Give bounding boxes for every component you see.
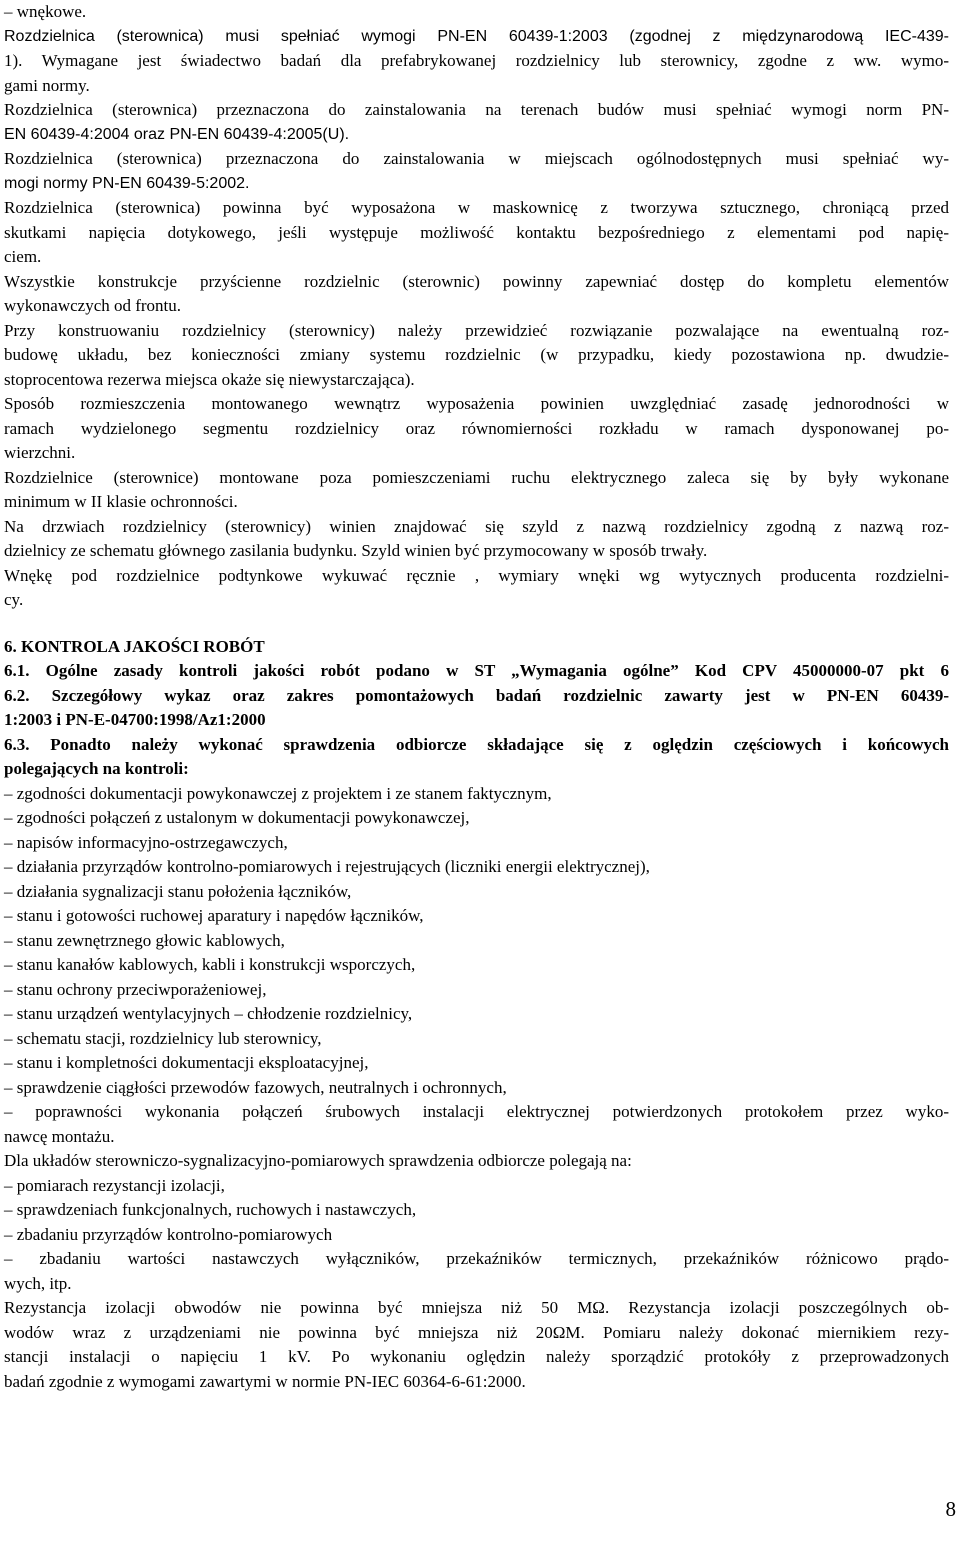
paragraph-line: EN 60439-4:2004 oraz PN-EN 60439-4:2005(U). (4, 125, 350, 143)
paragraph-line: Wnękę pod rozdzielnice podtynkowe wykuwać ręcznie , wymiary wnęki wg wytycznych producenta rozdzielni- (4, 565, 949, 585)
checklist-line: wodów wraz z urządzeniami nie powinna być mniejsza niż 20ΩM. Pomiaru należy dokonać miernikiem rezy- (4, 1322, 949, 1342)
paragraph-line: 1). Wymagane jest świadectwo badań dla prefabrykowanej rozdzielnicy lub sterownicy, zgodne z ww. wymo- (4, 51, 949, 70)
subsection-line: 1:2003 i PN-E-04700:1998/Az1:2000 (4, 710, 266, 729)
checklist-line: – działania sygnalizacji stanu położenia łączników, (4, 881, 352, 901)
paragraph-line: Rozdzielnica (sterownica) przeznaczona do zainstalowania na terenach budów musi spełniać wymogi norm PN- (4, 100, 949, 119)
paragraph-line: dzielnicy ze schematu głównego zasilania budynku. Szyld winien być przymocowany w sposób trwały. (4, 541, 708, 560)
paragraph-line: budowę układu, bez konieczności zmiany systemu rozdzielnic (w przypadku, kiedy pozostawiona np. dwudzie- (4, 345, 949, 364)
checklist-line: – napisów informacyjno-ostrzegawczych, (4, 832, 288, 852)
paragraph-line: cy. (4, 590, 24, 609)
paragraph-line: minimum w II klasie ochronności. (4, 492, 238, 511)
checklist-line: Dla układów sterowniczo-sygnalizacyjno-pomiarowych sprawdzenia odbiorcze polegają na: (4, 1151, 632, 1170)
paragraph-line: gami normy. (4, 75, 90, 95)
paragraph-line: Rozdzielnica (sterownica) musi spełniać wymogi PN-EN 60439-1:2003 (zgodnej z międzynarodową IEC-439- (4, 27, 949, 45)
checklist-line: – stanu zewnętrznego głowic kablowych, (4, 930, 285, 950)
checklist-line: – stanu i gotowości ruchowej aparatury i napędów łączników, (4, 906, 424, 925)
paragraph-line: mogi normy PN-EN 60439-5:2002. (4, 174, 250, 192)
inspection-checklist (4, 782, 949, 1395)
checklist-line: – stanu i kompletności dokumentacji eksploatacyjnej, (4, 1053, 369, 1072)
subsection-line: polegających na kontroli: (4, 759, 189, 778)
paragraph-line: wierzchni. (4, 443, 76, 462)
paragraph-line: stoprocentowa rezerwa miejsca okaże się niewystarczająca). (4, 369, 415, 389)
subsection-line: 6.2. Szczegółowy wykaz oraz zakres pomontażowych badań rozdzielnic zawarty jest w PN-EN 60439- (4, 685, 949, 705)
checklist-line: – zbadaniu przyrządów kontrolno-pomiarowych (4, 1224, 333, 1244)
checklist-line: – sprawdzeniach funkcjonalnych, ruchowych i nastawczych, (4, 1200, 417, 1219)
checklist-line: – zgodności połączeń z ustalonym w dokumentacji powykonawczej, (4, 808, 470, 827)
checklist-line: wych, itp. (4, 1273, 72, 1293)
checklist-line: Rezystancja izolacji obwodów nie powinna być mniejsza niż 50 MΩ. Rezystancja izolacji poszczególnych ob- (4, 1298, 949, 1317)
quality-control-subsections (4, 659, 949, 782)
paragraph-line: Przy konstruowaniu rozdzielnicy (sterownicy) należy przewidzieć rozwiązanie pozwalające na ewentualną roz- (4, 320, 949, 340)
subsection-line: 6.1. Ogólne zasady kontroli jakości robót podano w ST „Wymagania ogólne” Kod CPV 45000000-07 pkt 6 (4, 661, 949, 680)
checklist-line: – sprawdzenie ciągłości przewodów fazowych, neutralnych i ochronnych, (4, 1077, 507, 1097)
checklist-line: – schematu stacji, rozdzielnicy lub sterownicy, (4, 1028, 322, 1048)
paragraph-line: Na drzwiach rozdzielnicy (sterownicy) winien znajdować się szyld z nazwą rozdzielnicy zgodną z nazwą roz- (4, 516, 949, 536)
paragraph-line: Rozdzielnica (sterownica) przeznaczona do zainstalowania w miejscach ogólnodostępnych musi spełniać wy- (4, 149, 949, 168)
paragraph-line: skutkami napięcia dotykowego, jeśli występuje możliwość kontaktu bezpośredniego z elementami pod napię- (4, 222, 949, 242)
checklist-line: – zgodności dokumentacji powykonawczej z projektem i ze stanem faktycznym, (4, 783, 552, 803)
paragraph-line: ramach wydzielonego segmentu rozdzielnicy oraz równomierności rozkładu w ramach dysponowanej po- (4, 418, 949, 438)
paragraph-line: Rozdzielnica (sterownica) powinna być wyposażona w maskownicę z tworzywa sztucznego, chroniącą przed (4, 198, 949, 217)
checklist-line: – stanu kanałów kablowych, kabli i konstrukcji wsporczych, (4, 955, 416, 974)
specification-text-block (4, 0, 949, 613)
paragraph-line: Rozdzielnice (sterownice) montowane poza pomieszczeniami ruchu elektrycznego zaleca się by były wykonane (4, 467, 949, 487)
subsection-line: 6.3. Ponadto należy wykonać sprawdzenia odbiorcze składające się z oględzin częściowych i końcowych (4, 734, 949, 754)
paragraph-line: ciem. (4, 247, 42, 266)
checklist-line: stancji instalacji o napięciu 1 kV. Po wykonaniu oględzin należy sporządzić protokóły z przeprowadzonych (4, 1347, 949, 1366)
page-number: 8 (945, 1497, 956, 1521)
checklist-line: – pomiarach rezystancji izolacji, (4, 1175, 225, 1195)
paragraph-line: Sposób rozmieszczenia montowanego wewnątrz wyposażenia powinien uwzględniać zasadę jednorodności w (4, 394, 949, 413)
section-heading: 6. KONTROLA JAKOŚCI ROBÓT (4, 636, 265, 656)
checklist-line: – stanu ochrony przeciwporażeniowej, (4, 979, 267, 999)
spacer (4, 613, 949, 635)
paragraph-line: – wnękowe. (4, 2, 87, 21)
checklist-line: nawcę montażu. (4, 1126, 115, 1146)
paragraph-line: wykonawczych od frontu. (4, 296, 182, 315)
document-page (4, 0, 949, 1394)
checklist-line: – zbadaniu wartości nastawczych wyłączników, przekaźników termicznych, przekaźników różnicowo prądo- (4, 1249, 949, 1268)
paragraph-line: Wszystkie konstrukcje przyścienne rozdzielnic (sterownic) powinny zapewniać dostęp do kompletu elementów (4, 271, 949, 291)
checklist-line: – poprawności wykonania połączeń śrubowych instalacji elektrycznej potwierdzonych protokołem przez wyko- (4, 1102, 949, 1121)
checklist-line: – stanu urządzeń wentylacyjnych – chłodzenie rozdzielnicy, (4, 1004, 413, 1023)
checklist-line: – działania przyrządów kontrolno-pomiarowych i rejestrujących (liczniki energii elektrycznej), (4, 857, 650, 876)
checklist-line: badań zgodnie z wymogami zawartymi w normie PN-IEC 60364-6-61:2000. (4, 1371, 526, 1391)
